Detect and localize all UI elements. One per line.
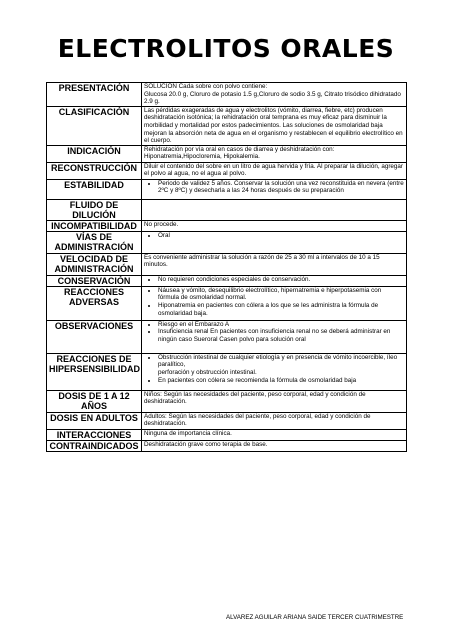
drug-info-table: [46, 82, 407, 452]
row-label: ESTABILIDAD: [47, 179, 142, 199]
row-value: [142, 353, 407, 390]
table-row: [47, 275, 407, 286]
row-value: [142, 231, 407, 253]
row-value: Diluir el contenido del sobre en un litro de agua hervida y fría. Al preparar la dilución, agregar el polvo al agua, no el agua al polvo.: [142, 162, 407, 179]
row-value: Rehidratación por vía oral en casos de diarrea y deshidratación con: Hiponatremia,Hipocloremia, Hipokalemia.: [142, 145, 407, 162]
table-row: [47, 253, 407, 275]
table-row: [47, 106, 407, 145]
bullet-list: [144, 276, 404, 284]
table-row: [47, 220, 407, 231]
table-row: [47, 162, 407, 179]
row-label: INTERACCIONES: [47, 429, 142, 440]
bullet-item: • En pacientes con cólera se recomienda la fórmula de osmolaridad baja: [158, 377, 404, 385]
row-value: Adultos: Según las necesidades del paciente, peso corporal, edad y condición de deshidratación.: [142, 412, 407, 429]
bullet-item: • Hiponatremia en pacientes con cólera a los que se les administra la fórmula de osmolaridad baja.: [158, 302, 404, 317]
document-title: ELECTROLITOS ORALES: [57, 34, 395, 63]
row-label: PRESENTACIÓN: [47, 83, 142, 107]
row-value: [142, 320, 407, 353]
row-label: RECONSTRUCCIÓN: [47, 162, 142, 179]
row-value: Niños: Según las necesidades del paciente, peso corporal, edad y condición de deshidratación.: [142, 390, 407, 412]
table-row: [47, 145, 407, 162]
row-value: Es conveniente administrar la solución a razón de 25 a 30 ml a intervalos de 10 a 15 minutos.: [142, 253, 407, 275]
table-row: [47, 199, 407, 220]
row-label: DOSIS EN ADULTOS: [47, 412, 142, 429]
row-value: Las pérdidas exageradas de agua y electrolitos (vómito, diarrea, fiebre, etc) producen deshidratación isotónica; la rehidratación oral temprana es muy eficaz para disminuir la morbilidad y mortalidad por estos padecimientos. Las soluciones de osmolaridad baja mejoran la absorción neta de agua en el organismo y restablecen el equilibrio electrolítico en el cuerpo.: [142, 106, 407, 145]
table-row: [47, 83, 407, 107]
bullet-list: [144, 180, 404, 195]
row-value: Ninguna de importancia clínica.: [142, 429, 407, 440]
bullet-item: • Obstrucción intestinal de cualquier etiología y en presencia de vómito incoercible, íleo paralítico, perforación y obstrucción intestinal.: [158, 354, 404, 377]
bullet-item: • Oral: [158, 232, 404, 240]
row-value: No procede.: [142, 220, 407, 231]
table-row: [47, 286, 407, 320]
table-row: [47, 390, 407, 412]
bullet-list: [144, 321, 404, 344]
row-value: [142, 275, 407, 286]
table-row: [47, 353, 407, 390]
row-value: SOLUCIÓN Cada sobre con polvo contiene: Glucosa 20.0 g, Cloruro de potasio 1.5 g,Cloruro de sodio 3.5 g, Citrato trisódico dihidratado 2.9 g.: [142, 83, 407, 107]
bullet-item: • Insuficiencia renal En pacientes con insuficiencia renal no se deberá administrar en ningún caso Sueroral Casen polvo para solución oral: [158, 328, 404, 343]
bullet-list: [144, 232, 404, 240]
bullet-list: [144, 354, 404, 384]
row-label: FLUIDO DE DILUCIÓN: [47, 199, 142, 220]
row-value: [142, 286, 407, 320]
row-label: VELOCIDAD DE ADMINISTRACIÓN: [47, 253, 142, 275]
author-footer: ALVAREZ AGUILAR ARIANA SAIDE TERCER CUATRIMESTRE: [226, 614, 404, 621]
row-label: DOSIS DE 1 A 12 AÑOS: [47, 390, 142, 412]
row-label: INDICACIÓN: [47, 145, 142, 162]
row-label: INCOMPATIBILIDAD: [47, 220, 142, 231]
row-label: VÍAS DE ADMINISTRACIÓN: [47, 231, 142, 253]
bullet-list: [144, 287, 404, 317]
bullet-item: • No requieren condiciones especiales de conservación.: [158, 276, 404, 284]
row-value: [142, 199, 407, 220]
table-row: [47, 429, 407, 440]
bullet-item: • Náusea y vómito, desequilibrio electrolítico, hipernatremia e hiperpotasemia con fórmula de osmolaridad normal.: [158, 287, 404, 302]
table-row: [47, 440, 407, 451]
table-row: [47, 231, 407, 253]
row-label: REACCIONES ADVERSAS: [47, 286, 142, 320]
table-row: [47, 320, 407, 353]
table-row: [47, 412, 407, 429]
row-label: REACCIONES DE HIPERSENSIBILIDAD: [47, 353, 142, 390]
table-row: [47, 179, 407, 199]
row-value: [142, 179, 407, 199]
row-label: CLASIFICACIÓN: [47, 106, 142, 145]
bullet-item: • Riesgo en el Embarazo A: [158, 321, 404, 329]
bullet-item: • Periodo de validez 5 años. Conservar la solución una vez reconstituida en nevera (entre 2ºC y 8ºC) y desecharla a las 24 horas después de su preparación: [158, 180, 404, 195]
row-label: CONSERVACIÓN: [47, 275, 142, 286]
row-value: Deshidratación grave como terapia de base.: [142, 440, 407, 451]
row-label: CONTRAINDICADOS: [47, 440, 142, 451]
row-label: OBSERVACIONES: [47, 320, 142, 353]
